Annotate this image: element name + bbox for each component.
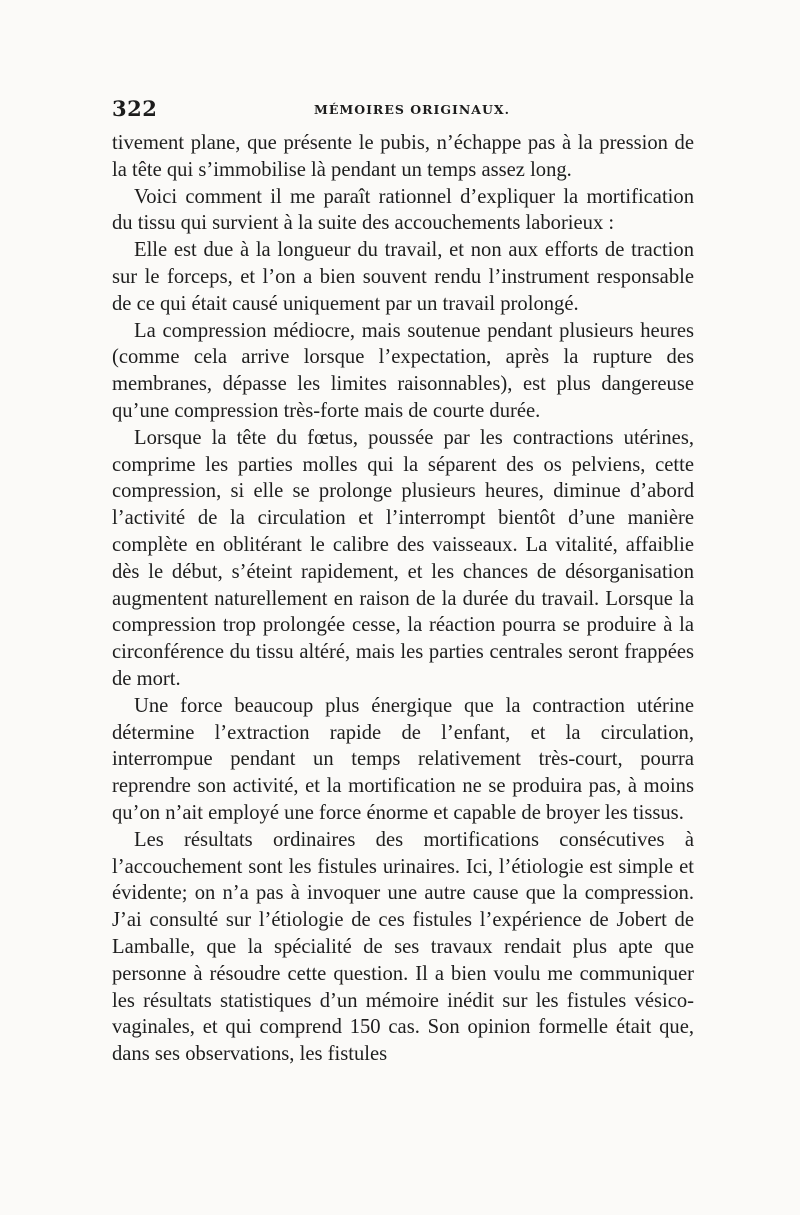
page-number: 322 — [112, 96, 158, 121]
paragraph: Une force beaucoup plus énergique que la contraction utérine détermine l’extraction rapide de l’enfant, et la circulation, interrompue pendant un temps relativement très-court, pourra reprendre son activité, et la mortification ne se produira pas, à moins qu’on n’ait employé une force énorme et capable de broyer les tissus. — [112, 694, 694, 824]
paragraph: La compression médiocre, mais soutenue pendant plusieurs heures (comme cela arrive lorsque l’expectation, après la rupture des membranes, dépasse les limites raisonnables), est plus dangereuse qu’une compression très-forte mais de courte durée. — [112, 319, 694, 422]
page-header — [112, 96, 694, 126]
paragraph: Voici comment il me paraît rationnel d’expliquer la mortification du tissu qui survient à la suite des accouchements laborieux : — [112, 185, 694, 235]
paragraph: Lorsque la tête du fœtus, poussée par les contractions utérines, comprime les parties molles qui la séparent des os pelviens, cette compression, si elle se prolonge plusieurs heures, diminue d’abord l’activité de la circulation et l’interrompt bientôt d’une manière complète en oblitérant le calibre des vaisseaux. La vitalité, affaiblie dès le début, s’éteint rapidement, et les chances de désorganisation augmentent naturellement en raison de la durée du travail. Lorsque la compression trop prolongée cesse, la réaction pourra se produire à la circonférence du tissu altéré, mais les parties centrales seront frappées de mort. — [112, 426, 694, 690]
running-head: MÉMOIRES ORIGINAUX. — [314, 102, 510, 117]
paragraph: Les résultats ordinaires des mortifications consécutives à l’accouchement sont les fistules urinaires. Ici, l’étiologie est simple et évidente; on n’a pas à invoquer une autre cause que la compression. J’ai consulté sur l’étiologie de ces fistules l’expérience de Jobert de Lamballe, que la spécialité de ses travaux rendait plus apte que personne à résoudre cette question. Il a bien voulu me communiquer les résultats statistiques d’un mémoire inédit sur les fistules vésico-vaginales, et qui comprend 150 cas. Son opinion formelle était que, dans ses observations, les fistules — [112, 828, 694, 1066]
body-text — [112, 130, 694, 1068]
paragraph: Elle est due à la longueur du travail, et non aux efforts de traction sur le forceps, et l’on a bien souvent rendu l’instrument responsable de ce qui était causé uniquement par un travail prolongé. — [112, 239, 694, 315]
paragraph-continuation: tivement plane, que présente le pubis, n’échappe pas à la pression de la tête qui s’immobilise là pendant un temps assez long. — [112, 132, 694, 181]
